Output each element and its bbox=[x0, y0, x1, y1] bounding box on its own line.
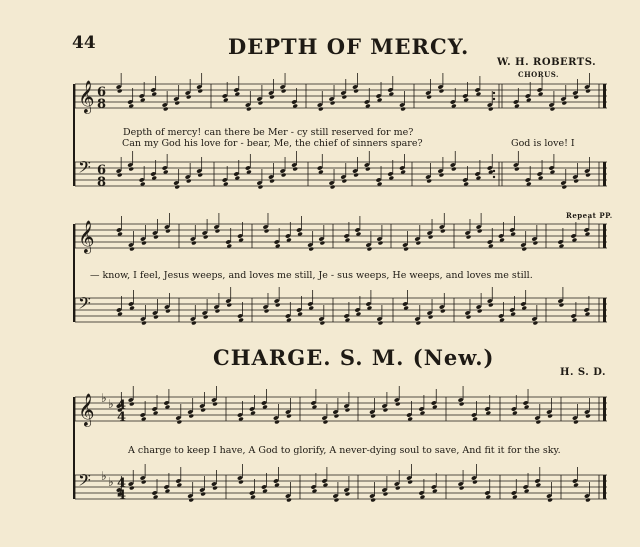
note-head bbox=[269, 95, 275, 100]
note-head bbox=[174, 185, 180, 190]
note-head bbox=[459, 402, 465, 407]
note-head bbox=[226, 303, 232, 308]
final-barline bbox=[603, 475, 606, 499]
note-head bbox=[342, 95, 348, 100]
note-head bbox=[585, 498, 591, 503]
repeat-dot bbox=[493, 170, 495, 172]
note-head bbox=[550, 107, 556, 112]
note-head bbox=[323, 420, 329, 425]
repeat-dot bbox=[493, 98, 495, 100]
note-head bbox=[365, 167, 371, 172]
note-head bbox=[477, 309, 483, 314]
note-head bbox=[186, 179, 192, 184]
note-head bbox=[308, 247, 314, 252]
note-head bbox=[165, 309, 171, 314]
note-head bbox=[370, 498, 376, 503]
note-head bbox=[320, 241, 326, 246]
note-head bbox=[547, 498, 553, 503]
note-head bbox=[367, 247, 373, 252]
note-head bbox=[370, 414, 376, 419]
final-barline bbox=[603, 224, 606, 248]
note-head bbox=[200, 492, 206, 497]
note-head bbox=[521, 247, 527, 252]
final-barline bbox=[603, 298, 606, 322]
note-head bbox=[320, 321, 326, 326]
note-head bbox=[212, 402, 218, 407]
note-head bbox=[383, 408, 389, 413]
note-head bbox=[281, 89, 287, 94]
treble-clef-icon: 𝄞 bbox=[78, 80, 95, 113]
note-head bbox=[428, 315, 434, 320]
note-head bbox=[585, 173, 591, 178]
bass-clef-icon: 𝄢 bbox=[78, 470, 91, 494]
note-head bbox=[191, 321, 197, 326]
note-head bbox=[488, 303, 494, 308]
note-head bbox=[562, 185, 568, 190]
final-barline bbox=[603, 162, 606, 186]
lyric-chorus-continued: — know, I feel, Jesus weeps, and loves me still, Je - sus weeps, He weeps, and loves me still. bbox=[90, 270, 533, 281]
note-head bbox=[536, 420, 542, 425]
note-head bbox=[345, 492, 351, 497]
note-head bbox=[451, 167, 457, 172]
note-head bbox=[141, 480, 147, 485]
final-barline bbox=[603, 397, 606, 421]
note-head bbox=[488, 107, 494, 112]
flat-icon: ♭ bbox=[108, 397, 114, 411]
note-head bbox=[258, 101, 264, 106]
note-head bbox=[269, 179, 275, 184]
note-head bbox=[559, 303, 565, 308]
note-head bbox=[163, 107, 169, 112]
note-head bbox=[318, 107, 324, 112]
note-head bbox=[238, 480, 244, 485]
note-head bbox=[416, 321, 422, 326]
note-head bbox=[407, 480, 413, 485]
lyric-verse-1: Depth of mercy! can there be Mer - cy still reserved for me? bbox=[123, 127, 414, 138]
time-signature-digit: 6 bbox=[97, 163, 107, 178]
note-head bbox=[215, 229, 221, 234]
note-head bbox=[215, 309, 221, 314]
note-head bbox=[466, 315, 472, 320]
note-head bbox=[378, 241, 384, 246]
composer-credit: W. H. ROBERTS. bbox=[497, 57, 597, 68]
note-head bbox=[174, 101, 180, 106]
note-head bbox=[286, 414, 292, 419]
note-head bbox=[292, 167, 298, 172]
bass-clef-icon: 𝄢 bbox=[78, 293, 91, 317]
note-head bbox=[203, 235, 209, 240]
note-head bbox=[440, 309, 446, 314]
note-head bbox=[200, 408, 206, 413]
noteheads bbox=[116, 84, 591, 502]
note-head bbox=[428, 235, 434, 240]
page-number: 44 bbox=[72, 33, 96, 53]
time-signature-digit: 4 bbox=[117, 410, 127, 425]
note-head bbox=[188, 498, 194, 503]
note-head bbox=[573, 95, 579, 100]
note-head bbox=[141, 241, 147, 246]
note-head bbox=[547, 414, 553, 419]
time-signature-digit: 4 bbox=[117, 398, 127, 413]
note-head bbox=[585, 89, 591, 94]
note-head bbox=[212, 486, 218, 491]
note-head bbox=[128, 167, 134, 172]
note-head bbox=[197, 173, 203, 178]
note-head bbox=[330, 185, 336, 190]
note-head bbox=[275, 303, 281, 308]
note-head bbox=[459, 486, 465, 491]
final-barline bbox=[603, 84, 606, 108]
note-head bbox=[177, 420, 183, 425]
note-head bbox=[129, 486, 135, 491]
composer-credit-2: H. S. D. bbox=[560, 367, 607, 378]
note-head bbox=[395, 402, 401, 407]
note-head bbox=[191, 241, 197, 246]
note-head bbox=[345, 408, 351, 413]
note-head bbox=[117, 89, 123, 94]
repeat-dot bbox=[493, 92, 495, 94]
note-head bbox=[533, 321, 539, 326]
note-head bbox=[197, 89, 203, 94]
note-head bbox=[342, 179, 348, 184]
hymn-title-charge: CHARGE. S. M. (New.) bbox=[213, 345, 495, 370]
note-head bbox=[153, 235, 159, 240]
note-head bbox=[403, 247, 409, 252]
note-head bbox=[562, 101, 568, 106]
note-head bbox=[400, 107, 406, 112]
note-head bbox=[585, 414, 591, 419]
note-head bbox=[466, 235, 472, 240]
note-head bbox=[426, 179, 432, 184]
note-head bbox=[264, 229, 270, 234]
note-head bbox=[153, 315, 159, 320]
note-head bbox=[258, 185, 264, 190]
staff-lines bbox=[74, 73, 607, 499]
note-head bbox=[274, 420, 280, 425]
clefs-and-signatures bbox=[78, 80, 126, 503]
flat-icon: ♭ bbox=[101, 469, 107, 483]
treble-clef-icon: 𝄞 bbox=[78, 220, 95, 253]
note-head bbox=[334, 414, 340, 419]
lyric-chorus: God is love! I bbox=[511, 138, 575, 149]
repeat-dot bbox=[493, 176, 495, 178]
time-signature-digit: 8 bbox=[97, 175, 107, 190]
note-head bbox=[383, 492, 389, 497]
note-head bbox=[188, 414, 194, 419]
note-head bbox=[439, 89, 445, 94]
note-head bbox=[330, 101, 336, 106]
lyric-verse-charge: A charge to keep I have, A God to glorify, A never-dying soul to save, And fit it for the sky. bbox=[128, 445, 561, 456]
note-head bbox=[117, 173, 123, 178]
bass-clef-icon: 𝄢 bbox=[78, 157, 91, 181]
time-signature-digit: 4 bbox=[117, 476, 127, 491]
lyric-verse-2: Can my God his love for - bear, Me, the chief of sinners spare? bbox=[122, 138, 423, 149]
note-head bbox=[334, 498, 340, 503]
note-head bbox=[416, 241, 422, 246]
note-head bbox=[246, 107, 252, 112]
treble-clef-icon: 𝄞 bbox=[78, 393, 95, 426]
note-head bbox=[573, 179, 579, 184]
note-head bbox=[440, 229, 446, 234]
note-head bbox=[472, 480, 478, 485]
note-head bbox=[281, 173, 287, 178]
note-head bbox=[573, 420, 579, 425]
time-signature-digit: 6 bbox=[97, 85, 107, 100]
note-head bbox=[378, 321, 384, 326]
time-signature-digit: 8 bbox=[97, 97, 107, 112]
note-head bbox=[141, 321, 147, 326]
note-head bbox=[129, 402, 135, 407]
note-head bbox=[353, 173, 359, 178]
note-head bbox=[439, 173, 445, 178]
repeat-label: Repeat PP. bbox=[566, 211, 613, 220]
chorus-label: CHORUS. bbox=[518, 70, 559, 79]
note-head bbox=[533, 241, 539, 246]
note-head bbox=[426, 95, 432, 100]
hymn-title-depth-of-mercy: DEPTH OF MERCY. bbox=[228, 34, 470, 59]
note-head bbox=[514, 167, 520, 172]
note-head bbox=[129, 247, 135, 252]
note-head bbox=[286, 498, 292, 503]
note-head bbox=[477, 229, 483, 234]
note-head bbox=[165, 229, 171, 234]
flat-icon: ♭ bbox=[108, 475, 114, 489]
note-head bbox=[264, 309, 270, 314]
flat-icon: ♭ bbox=[101, 391, 107, 405]
note-head bbox=[353, 89, 359, 94]
note-head bbox=[186, 95, 192, 100]
note-head bbox=[203, 315, 209, 320]
note-head bbox=[395, 486, 401, 491]
time-signature-digit: 4 bbox=[117, 488, 127, 503]
